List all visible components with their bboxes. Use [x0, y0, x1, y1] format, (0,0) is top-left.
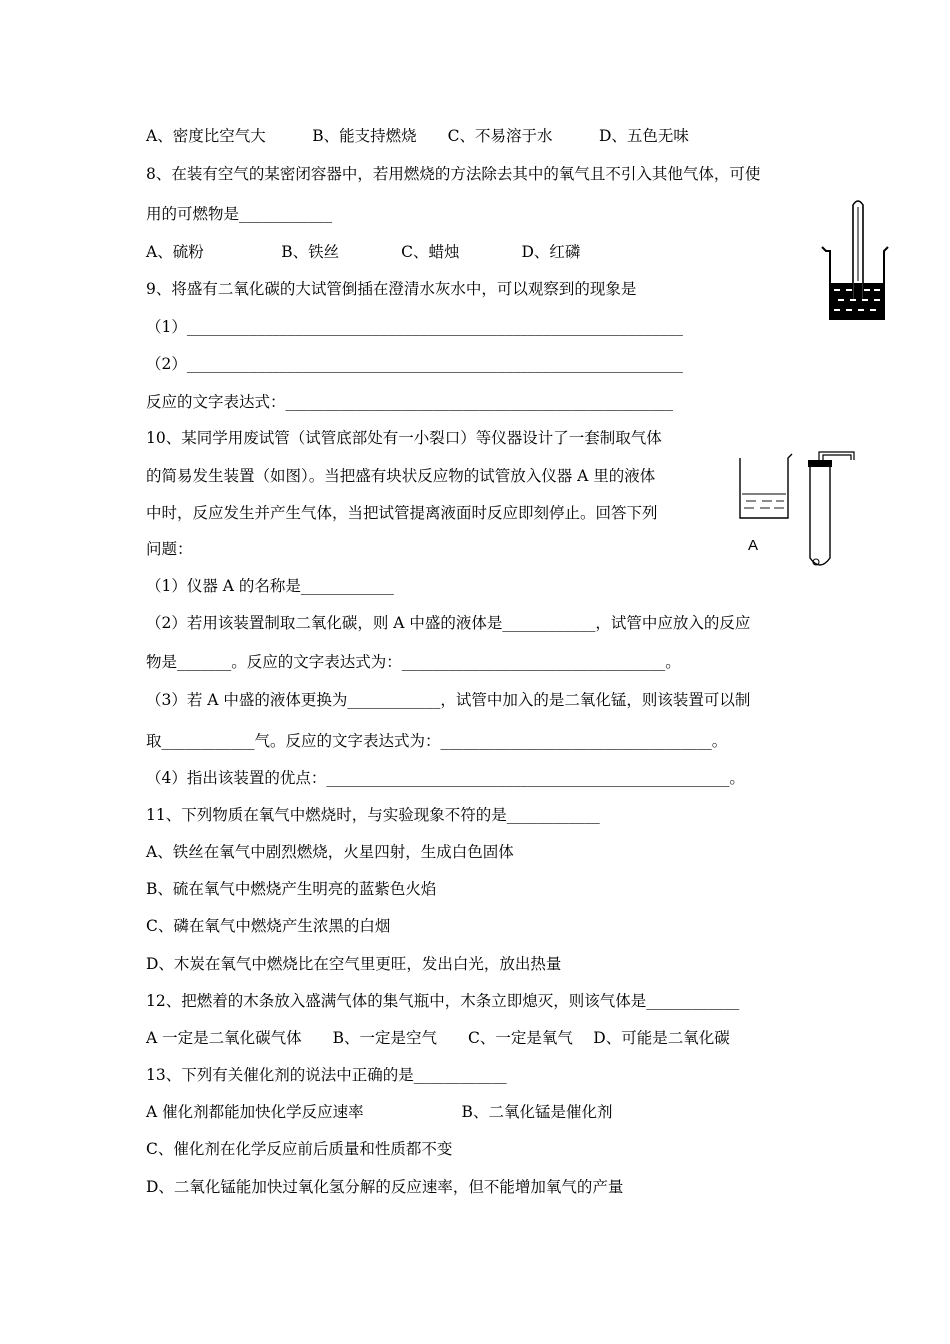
q10-part-3: （3）若 A 中盛的液体更换为____________，试管中加入的是二氧化锰，则该装置可以制: [146, 691, 751, 709]
q7-options: A、密度比空气大 B、能支持燃烧 C、不易溶于水 D、五色无味: [146, 127, 689, 145]
q10-part-2: （2）若用该装置制取二氧化碳，则 A 中盛的液体是____________，试管中应放入的反应: [146, 614, 751, 632]
q8-options: A、硫粉 B、铁丝 C、蜡烛 D、红磷: [146, 243, 581, 261]
q11-option-d: D、木炭在氧气中燃烧比在空气里更旺，发出白光，放出热量: [146, 955, 562, 973]
beaker-inverted-tube-figure: [818, 195, 894, 325]
q11-stem: 11、下列物质在氧气中燃烧时，与实验现象不符的是____________: [146, 806, 600, 824]
gas-generator-figure: [736, 446, 860, 578]
q9-expression: 反应的文字表达式：__________________________________________________: [146, 393, 674, 411]
q12-options: A 一定是二氧化碳气体 B、一定是空气 C、一定是氧气 D、可能是二氧化碳: [146, 1029, 730, 1047]
q10-stem-2: 的简易发生装置（如图）。当把盛有块状反应物的试管放入仪器 A 里的液体: [146, 467, 656, 485]
q10-stem-4: 问题：: [146, 540, 193, 558]
q10-part-3-cont: 取____________气。反应的文字表达式为：___________________________________。: [146, 732, 728, 750]
q13-option-d: D、二氧化锰能加快过氧化氢分解的反应速率，但不能增加氧气的产量: [146, 1178, 624, 1196]
q13-options-ab: A 催化剂都能加快化学反应速率 B、二氧化锰是催化剂: [146, 1103, 613, 1121]
q11-option-b: B、硫在氧气中燃烧产生明亮的蓝紫色火焰: [146, 880, 437, 898]
q8-stem-cont: 用的可燃物是____________: [146, 205, 333, 223]
q13-stem: 13、下列有关催化剂的说法中正确的是____________: [146, 1066, 507, 1084]
q10-part-2-cont: 物是_______。反应的文字表达式为：__________________________________。: [146, 653, 681, 671]
q10-stem-3: 中时，反应发生并产生气体，当把试管提离液面时反应即刻停止。回答下列: [146, 504, 658, 522]
q8-stem: 8、在装有空气的某密闭容器中，若用燃烧的方法除去其中的氧气且不引入其他气体，可使: [146, 165, 761, 183]
q9-blank-1: （1）________________________________________________________________: [146, 318, 683, 336]
container-a-label: A: [748, 537, 759, 554]
q10-stem-1: 10、某同学用废试管（试管底部处有一小裂口）等仪器设计了一套制取气体: [146, 429, 662, 447]
q11-option-c: C、磷在氧气中燃烧产生浓黑的白烟: [146, 917, 391, 935]
q10-part-1: （1）仪器 A 的名称是____________: [146, 577, 394, 595]
q12-stem: 12、把燃着的木条放入盛满气体的集气瓶中，木条立即熄灭，则该气体是____________: [146, 992, 740, 1010]
q9-blank-2: （2）________________________________________________________________: [146, 355, 683, 373]
q9-stem: 9、将盛有二氧化碳的大试管倒插在澄清水灰水中，可以观察到的现象是: [146, 280, 637, 298]
q11-option-a: A、铁丝在氧气中剧烈燃烧，火星四射，生成白色固体: [146, 843, 514, 861]
q10-part-4: （4）指出该装置的优点：____________________________________________________。: [146, 769, 745, 787]
q13-option-c: C、催化剂在化学反应前后质量和性质都不变: [146, 1140, 453, 1158]
